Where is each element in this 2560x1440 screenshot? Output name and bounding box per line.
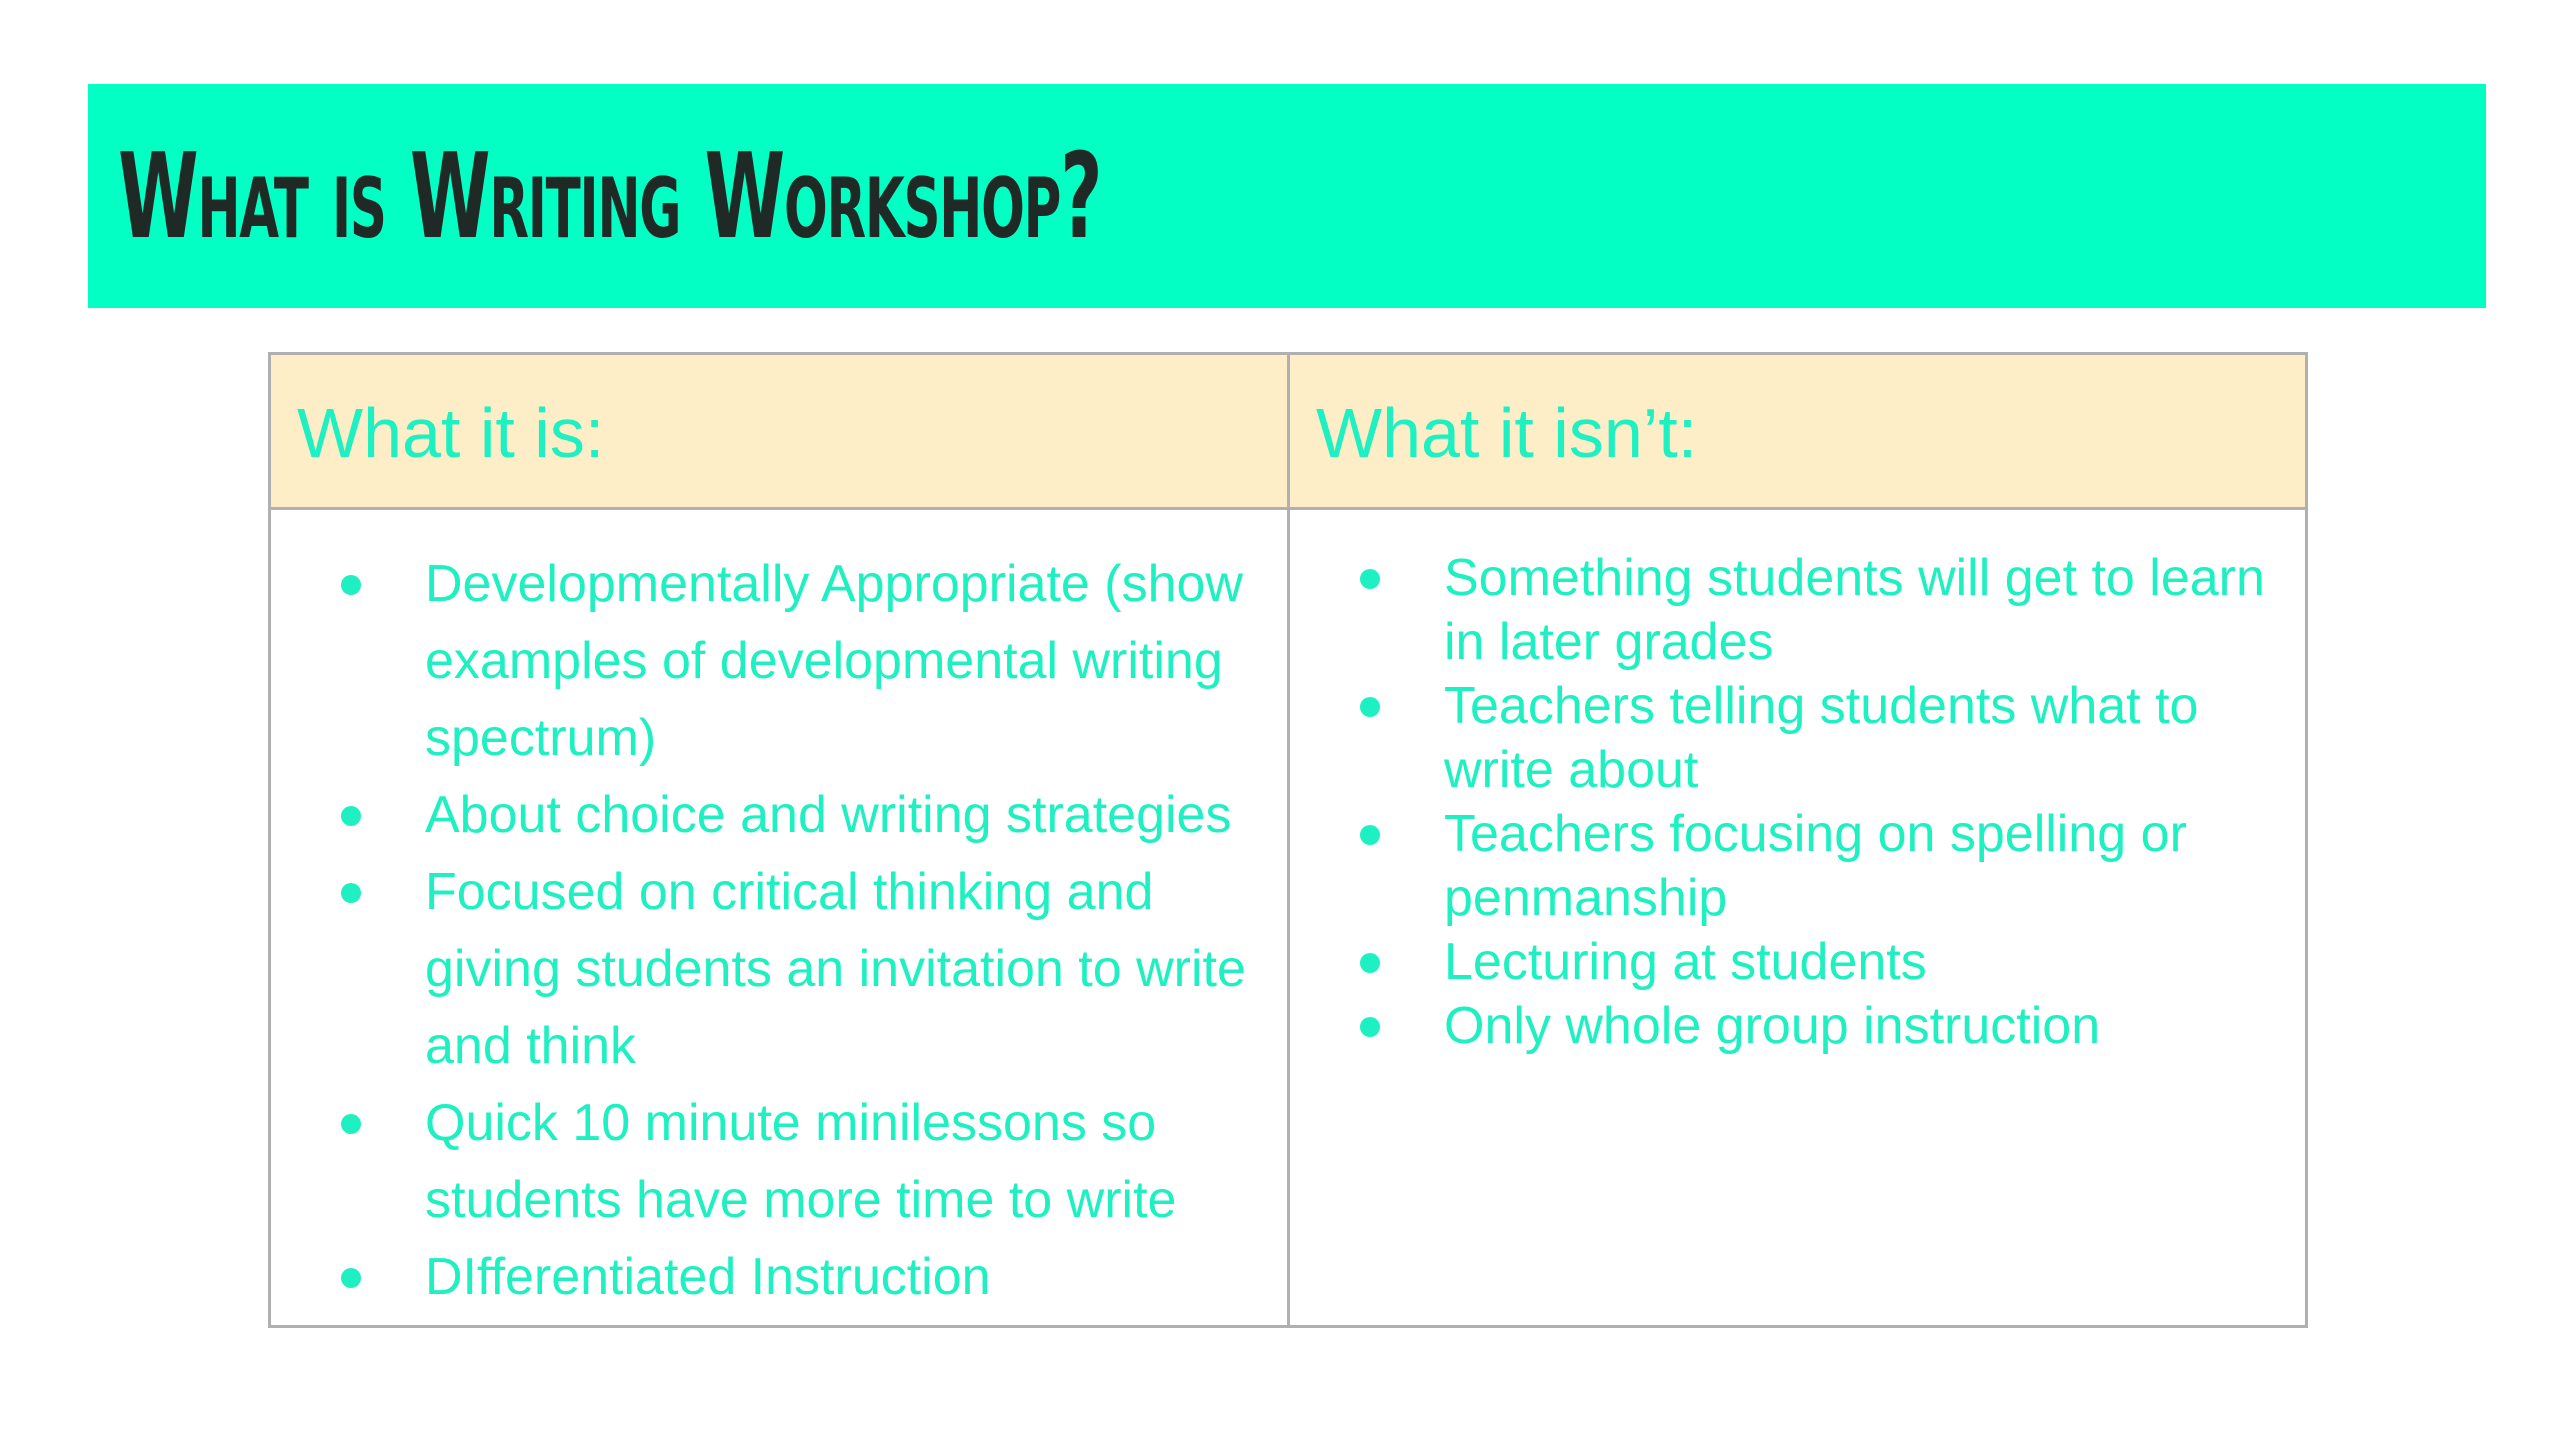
list-item-text: DIfferentiated Instruction — [425, 1248, 991, 1306]
bullet-icon — [1360, 569, 1380, 589]
list-item-text: Teachers telling students what to write about — [1444, 677, 2199, 799]
bullet-icon — [341, 1268, 361, 1288]
list-item-text: Developmentally Appropriate (show examples of developmental writing spectrum) — [425, 555, 1243, 767]
list-item — [1290, 546, 2300, 674]
list-item-text: About choice and writing strategies — [425, 786, 1232, 844]
bullet-icon — [341, 883, 361, 903]
list-item-text: Teachers focusing on spelling or penmanship — [1444, 805, 2187, 927]
list-item — [271, 546, 1281, 777]
bullet-list-what-it-isnt — [1290, 546, 2300, 1058]
list-item-text: Something students will get to learn in later grades — [1444, 549, 2265, 671]
list-item — [271, 854, 1281, 1085]
list-item-text: Quick 10 minute minilessons so students have more time to write — [425, 1094, 1177, 1229]
header-cell-what-it-is — [271, 355, 1290, 510]
list-item — [271, 777, 1281, 854]
list-item — [1290, 802, 2300, 930]
body-cell-what-it-is — [271, 510, 1290, 1325]
bullet-icon — [341, 1114, 361, 1134]
title-bar — [88, 84, 2486, 308]
bullet-list-what-it-is — [271, 546, 1281, 1316]
list-item — [1290, 930, 2300, 994]
list-item — [1290, 994, 2300, 1058]
header-label-what-it-is: What it is: — [297, 394, 605, 472]
list-item-text: Focused on critical thinking and giving students an invitation to write and think — [425, 863, 1246, 1075]
comparison-table — [268, 352, 2308, 1328]
list-item — [1290, 674, 2300, 802]
bullet-icon — [341, 806, 361, 826]
list-item-text: Lecturing at students — [1444, 933, 1927, 991]
bullet-icon — [1360, 697, 1380, 717]
header-label-what-it-isnt: What it isn’t: — [1316, 394, 1698, 472]
bullet-icon — [1360, 1017, 1380, 1037]
bullet-icon — [341, 575, 361, 595]
list-item — [271, 1239, 1281, 1316]
list-item-text: Only whole group instruction — [1444, 997, 2101, 1055]
bullet-icon — [1360, 953, 1380, 973]
slide-title: What is Writing Workshop? — [118, 127, 1102, 265]
bullet-icon — [1360, 825, 1380, 845]
header-cell-what-it-isnt — [1290, 355, 2305, 510]
list-item — [271, 1085, 1281, 1239]
body-cell-what-it-isnt — [1290, 510, 2305, 1325]
